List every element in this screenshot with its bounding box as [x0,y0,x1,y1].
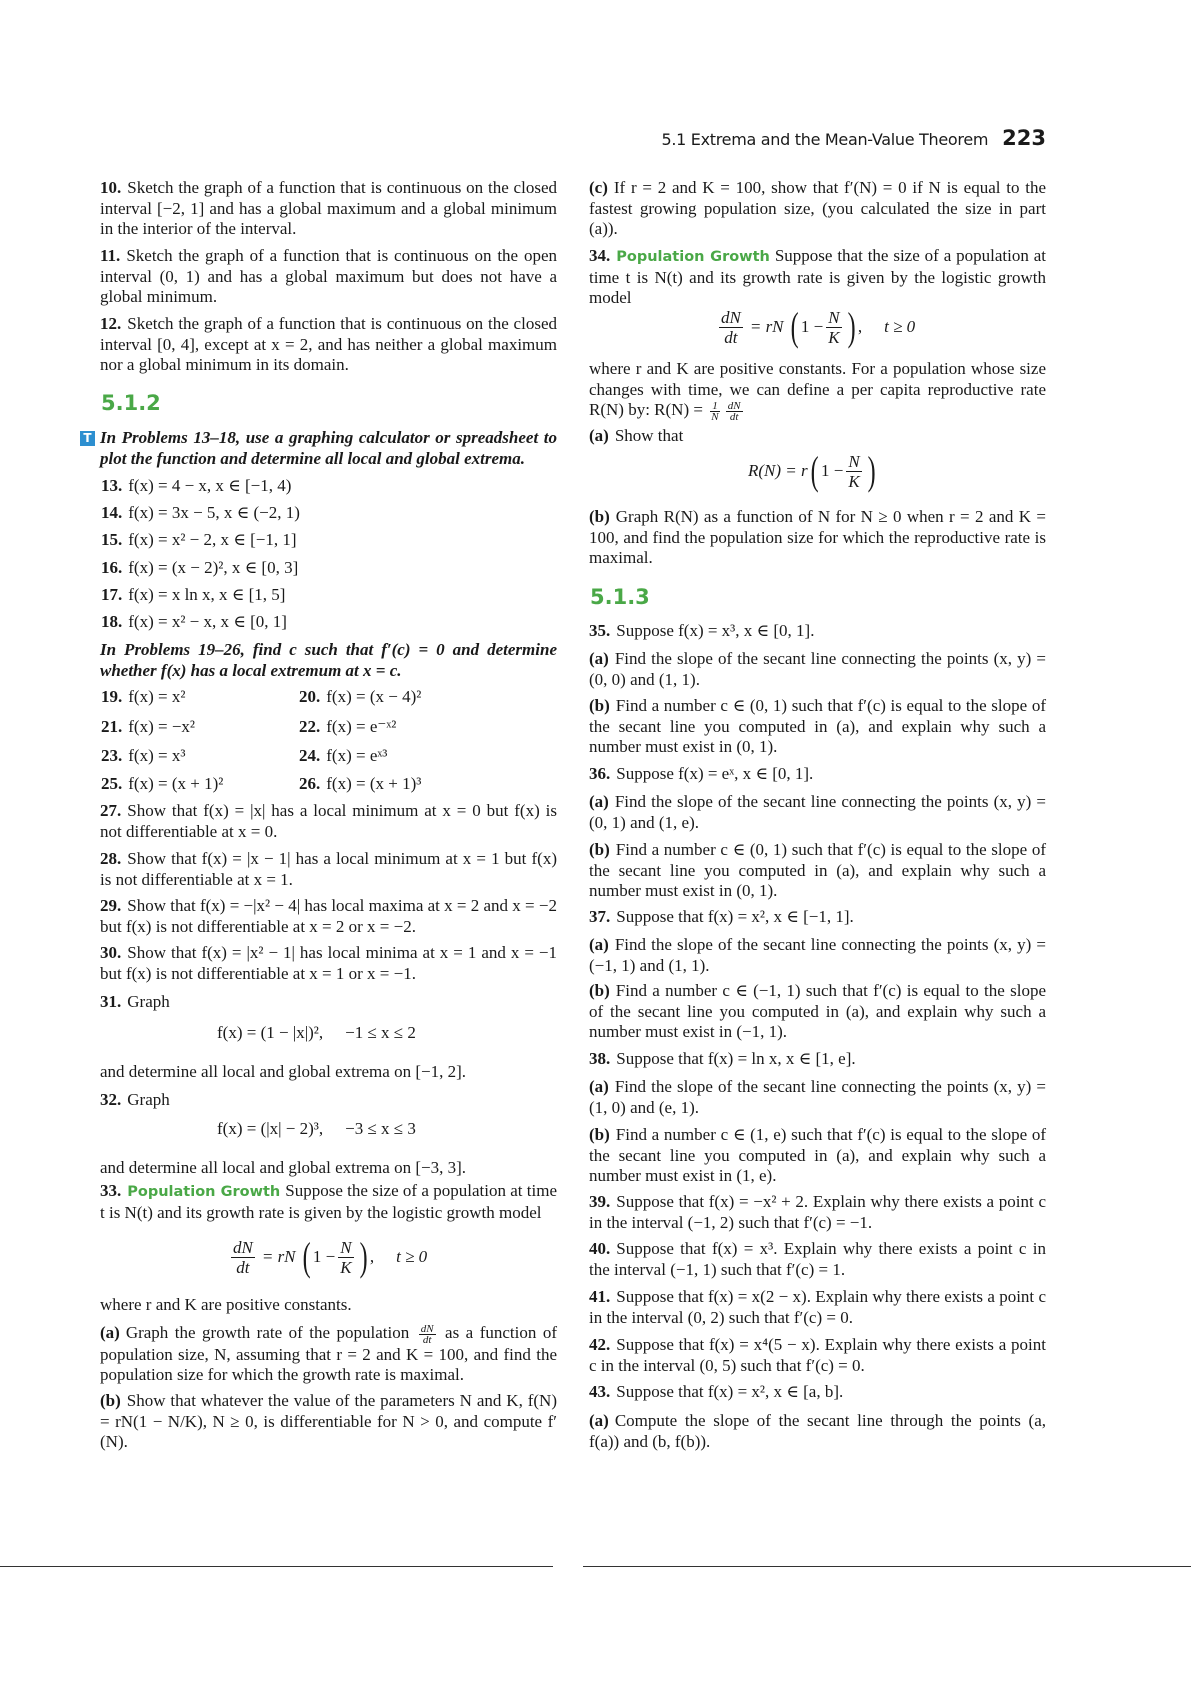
fraction [231,1238,255,1277]
problem-text: Graph [127,1090,170,1109]
problem-text: f(x) = −x² [128,717,196,736]
problem-number: 23. [101,746,123,765]
problem-text: Suppose that f(x) = x², x ∈ [−1, 1]. [616,907,854,926]
problem-text: Graph [127,992,170,1011]
part-text: Show that whatever the value of the parameters N and K, f(N) = rN(1 − N/K), N ≥ 0, is differentiable for N > 0, and compute f′(N). [100,1391,557,1452]
equation-part: 1 − [820,460,844,480]
problem-number: 10. [100,178,122,197]
problem-35a [589,649,1046,690]
problem-number: 34. [589,246,611,265]
reproductive-rate-equation: R(N) = r ( 1 − $\frac{N}{K}$ ) [748,448,876,493]
problem-text: Suppose f(x) = x³, x ∈ [0, 1]. [616,621,815,640]
running-header [600,128,1046,151]
part-text: Show that [614,426,684,445]
denominator: N [711,410,719,423]
denominator: K [828,327,840,347]
topic-label: Population Growth [127,1184,281,1200]
denominator: dt [724,327,738,347]
logistic-equation-34: $\frac{dN}{dt}$ = rN ( 1 − $\frac{N}{K}$ ) , t ≥ 0 [721,304,916,349]
problem-28 [100,849,557,890]
problem-text: Suppose that f(x) = x³. Explain why there exists a point c in the interval (−1, 1) such that f′(c) = 1. [589,1239,1046,1279]
problem-text: Suppose that f(x) = x(2 − x). Explain why there exists a point c in the interval (0, 2) such that f′(c) = 0. [589,1287,1046,1327]
fraction [719,308,743,347]
problem-number: 31. [100,992,122,1011]
part-label: (b) [589,1125,610,1144]
problem-number: 25. [101,774,123,793]
problem-33 [100,1181,557,1223]
problem-number: 20. [299,687,321,706]
problem-number: 28. [100,849,122,868]
problem-number: 13. [101,476,123,495]
part-label: (b) [589,981,610,1000]
part-label: (b) [589,507,610,526]
part-label: (a) [589,792,609,811]
problem-33-continued: where r and K are positive constants. [100,1295,352,1314]
part-label: (b) [589,696,610,715]
part-text: Find a number c ∈ (−1, 1) such that f′(c) is equal to the slope of the secant line you computed in (a), and explain why such a number must exist in (−1, 1). [589,981,1046,1042]
numerator: dN [727,399,741,412]
problem-38a [589,1077,1046,1118]
problem-text: f(x) = (x − 4)² [326,687,422,706]
equation-domain: t ≥ 0 [884,316,916,336]
denominator: dt [422,1333,432,1346]
part-text: Graph the growth rate of the population [125,1323,410,1342]
inline-fraction [419,1324,436,1345]
section-title: 5.1 Extrema and the Mean-Value Theorem [661,130,989,149]
part-text: Find a number c ∈ (1, e) such that f′(c) is equal to the slope of the secant line you computed in (a), and explain why such a number must exist in (1, e). [589,1125,1046,1186]
problem-38 [589,1049,1046,1070]
problem-number: 37. [589,907,611,926]
equation-31 [217,1023,416,1044]
numerator: N [340,1237,352,1257]
problem-text: f(x) = x³ [128,746,186,765]
problem-number: 26. [299,774,321,793]
problem-number: 36. [589,764,611,783]
problem-text: f(x) = e⁻ˣ² [326,717,397,736]
numerator: dN [721,307,741,327]
numerator: dN [420,1322,434,1335]
part-label: (a) [589,1077,609,1096]
denominator: K [340,1257,352,1277]
problem-number: 27. [100,801,122,820]
problem-32-continued: and determine all local and global extrema on [−3, 3]. [100,1158,466,1177]
problem-27 [100,801,557,842]
problem-text: Suppose that f(x) = ln x, x ∈ [1, e]. [616,1049,856,1068]
problem-text: f(x) = (x − 2)², x ∈ [0, 3] [128,558,299,577]
equation-body: f(x) = (1 − |x|)², [217,1023,324,1042]
denominator: K [848,471,860,491]
problem-35b [589,696,1046,758]
equation-body: f(x) = (|x| − 2)³, [217,1119,324,1138]
problem-number: 29. [100,896,122,915]
problem-number: 15. [101,530,123,549]
part-text: Find a number c ∈ (0, 1) such that f′(c) is equal to the slope of the secant line you computed in (a), and explain why such a number must exist in (0, 1). [589,840,1046,901]
problem-37a [589,935,1046,976]
problem-33b [100,1391,557,1453]
part-label: (a) [589,1411,609,1430]
problem-text: Suppose that the size of a population at time t is N(t) and its growth rate is given by the logistic growth model [589,246,1046,308]
problem-text: Sketch the graph of a function that is continuous on the open interval (0, 1) and has a global maximum but does not have a global minimum. [100,246,557,307]
equation-part: R(N) = r [748,460,808,480]
problem-number: 43. [589,1382,611,1401]
problem-29 [100,896,557,937]
problem-18 [101,612,558,633]
problem-number: 24. [299,746,321,765]
part-text: Find the slope of the secant line connecting the points (x, y) = (0, 1) and (1, e). [589,792,1046,832]
problem-number: 42. [589,1335,611,1354]
problem-text: f(x) = 4 − x, x ∈ [−1, 4) [128,476,292,495]
instructions-13-18: In Problems 13–18, use a graphing calculator or spreadsheet to plot the function and determine all local and global extrema. [100,428,557,468]
problem-text: f(x) = 3x − 5, x ∈ (−2, 1) [128,503,300,522]
fraction [826,308,841,347]
equation-domain: −3 ≤ x ≤ 3 [345,1119,416,1138]
numerator: N [848,451,860,471]
part-text: Find the slope of the secant line connecting the points (x, y) = (−1, 1) and (1, 1). [589,935,1046,975]
problem-41 [589,1287,1046,1328]
part-text: as a function of population size, N, assuming that r = 2 and K = 100, and find the population size for which the growth rate is maximal. [100,1323,557,1385]
equation-part: 1 − [800,316,824,336]
problem-14 [101,503,558,524]
problem-34-continued [589,359,1046,422]
problem-37b [589,981,1046,1043]
problem-text: Sketch the graph of a function that is continuous on the closed interval [−2, 1] and has a global maximum and a global minimum in the interior of the interval. [100,178,557,239]
problem-34b [589,507,1046,569]
problem-number: 35. [589,621,611,640]
problem-number: 22. [299,717,321,736]
problem-17 [101,585,558,606]
problem-31 [100,992,557,1013]
page-number: 223 [1002,126,1046,150]
inline-fraction [710,401,720,422]
part-text: Compute the slope of the secant line through the points (a, f(a)) and (b, f(b)). [589,1411,1046,1451]
footer-rule [583,1566,1191,1567]
problem-42 [589,1335,1046,1376]
problem-number: 33. [100,1181,122,1200]
equation-domain: −1 ≤ x ≤ 2 [345,1023,416,1042]
problem-33c [589,178,1046,240]
problem-12 [100,314,557,376]
problem-35 [589,621,1046,642]
part-text: Find a number c ∈ (0, 1) such that f′(c) is equal to the slope of the secant line you computed in (a), and explain why such a number must exist in (0, 1). [589,696,1046,757]
problem-number: 38. [589,1049,611,1068]
problem-34a [589,426,1046,447]
problem-38b [589,1125,1046,1187]
problem-16 [101,558,558,579]
section-heading-5-1-3: 5.1.3 [590,585,650,609]
problem-number: 12. [100,314,122,333]
problem-13 [101,476,558,497]
footer-rule [0,1566,553,1567]
problem-text: f(x) = (x + 1)³ [326,774,422,793]
denominator: dt [729,410,739,423]
part-text: Graph R(N) as a function of N for N ≥ 0 when r = 2 and K = 100, and find the population size for which the reproductive rate is maximal. [589,507,1046,568]
equation-part: = rN [749,316,784,336]
problem-36b [589,840,1046,902]
problem-text: f(x) = x ln x, x ∈ [1, 5] [128,585,286,604]
problem-text: f(x) = eˣ³ [326,746,388,765]
problem-39 [589,1192,1046,1233]
instructions-19-26: In Problems 19–26, find c such that f′(c) = 0 and determine whether f(x) has a local extremum at x = c. [100,640,557,680]
problem-number: 30. [100,943,122,962]
part-text: Find the slope of the secant line connecting the points (x, y) = (1, 0) and (e, 1). [589,1077,1046,1117]
problem-15 [101,530,558,551]
part-text: Find the slope of the secant line connecting the points (x, y) = (0, 0) and (1, 1). [589,649,1046,689]
part-text: If r = 2 and K = 100, show that f′(N) = 0 if N is equal to the fastest growing population size, (you calculated the size in part (a)). [589,178,1046,239]
part-label: (a) [589,426,609,445]
part-label: (b) [589,840,610,859]
problem-text: Suppose the size of a population at time t is N(t) and its growth rate is given by the logistic growth model [100,1181,558,1222]
equation-32 [217,1119,416,1140]
part-label: (a) [589,935,609,954]
problem-text: Suppose that f(x) = −x² + 2. Explain why there exists a point c in the interval (−1, 2) such that f′(c) = −1. [589,1192,1046,1232]
problem-text: f(x) = x² − x, x ∈ [0, 1] [128,612,287,631]
problem-text: Sketch the graph of a function that is continuous on the closed interval [0, 4], except at x = 2, and has neither a global maximum nor a global minimum in its domain. [100,314,557,375]
numerator: 1 [712,399,718,412]
problem-36a [589,792,1046,833]
equation-part: , [857,316,863,336]
problem-number: 41. [589,1287,611,1306]
problem-number: 21. [101,717,123,736]
problem-43a [589,1411,1046,1452]
problem-number: 18. [101,612,123,631]
problem-33a [100,1323,557,1386]
problem-number: 39. [589,1192,611,1211]
problem-36 [589,764,1046,785]
equation-part: , [369,1246,375,1266]
part-label: (c) [589,178,608,197]
problem-43 [589,1382,1046,1403]
part-label: (a) [589,649,609,668]
problem-40 [589,1239,1046,1280]
problem-30 [100,943,557,984]
problem-text: Show that f(x) = |x − 1| has a local minimum at x = 1 but f(x) is not differentiable at x = 1. [100,849,557,889]
equation-part: 1 − [312,1246,336,1266]
problem-text: Show that f(x) = −|x² − 4| has local maxima at x = 2 and x = −2 but f(x) is not differentiable at x = 2 or x = −2. [100,896,557,936]
problem-number: 11. [100,246,121,265]
problem-10 [100,178,557,240]
technology-icon: T [80,431,95,446]
denominator: dt [236,1257,250,1277]
numerator: dN [233,1237,253,1257]
problem-text: f(x) = (x + 1)² [128,774,224,793]
problem-number: 40. [589,1239,611,1258]
problem-number: 32. [100,1090,122,1109]
fraction [338,1238,353,1277]
problem-number: 19. [101,687,123,706]
problem-text: Show that f(x) = |x| has a local minimum at x = 0 but f(x) is not differentiable at x = 0. [100,801,557,841]
problem-31-continued: and determine all local and global extrema on [−1, 2]. [100,1062,466,1081]
logistic-equation: $\frac{dN}{dt}$ = rN ( 1 − $\frac{N}{K}$ ) , t ≥ 0 [233,1234,428,1279]
part-label: (b) [100,1391,121,1410]
equation-domain: t ≥ 0 [396,1246,428,1266]
problem-text: Suppose f(x) = eˣ, x ∈ [0, 1]. [616,764,814,783]
problem-37 [589,907,1046,928]
equation-part: = rN [261,1246,296,1266]
problem-text: Show that f(x) = |x² − 1| has local minima at x = 1 and x = −1 but f(x) is not differentiable at x = 1 or x = −1. [100,943,557,983]
section-heading-5-1-2: 5.1.2 [101,391,161,415]
inline-fraction [726,401,743,422]
problem-number: 16. [101,558,123,577]
problem-11 [100,246,557,308]
problem-text: f(x) = x² − 2, x ∈ [−1, 1] [128,530,297,549]
numerator: N [828,307,840,327]
problem-text: Suppose that f(x) = x⁴(5 − x). Explain why there exists a point c in the interval (0, 5) such that f′(c) = 0. [589,1335,1046,1375]
topic-label: Population Growth [616,249,770,265]
fraction [846,452,861,491]
problem-32 [100,1090,557,1111]
problem-number: 14. [101,503,123,522]
problem-text: Suppose that f(x) = x², x ∈ [a, b]. [616,1382,844,1401]
problem-34 [589,246,1046,309]
problem-text: f(x) = x² [128,687,186,706]
problem-number: 17. [101,585,123,604]
problem-text: where r and K are positive constants. For a population whose size changes with time, we can define a per capita reproductive rate R(N) by: R(N) = [589,359,1046,420]
part-label: (a) [100,1323,120,1342]
